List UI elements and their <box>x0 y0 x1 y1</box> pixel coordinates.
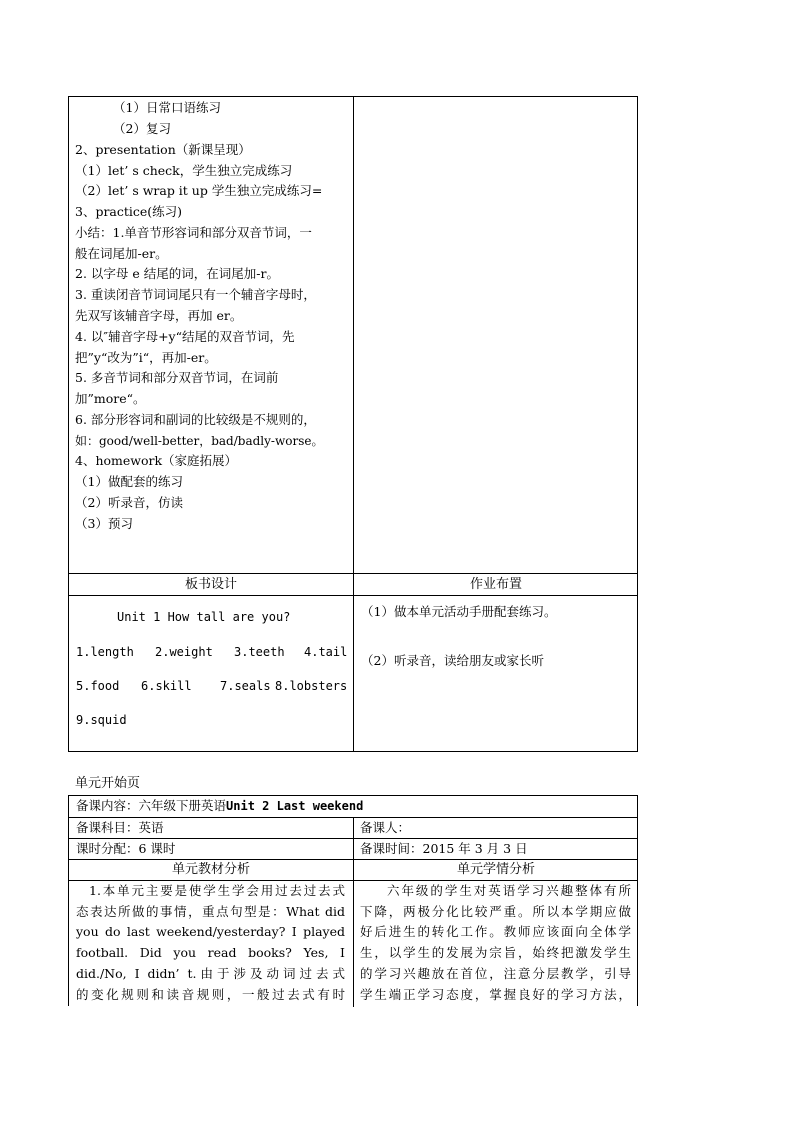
board-word: 4.tail <box>304 645 348 659</box>
student-analysis-line: 下降，两极分化比较严重。所以本学期应做 <box>360 904 631 919</box>
procedure-line: 3、practice(练习) <box>75 204 183 219</box>
row-divider <box>69 595 637 596</box>
lesson-plan-table <box>68 96 638 752</box>
homework-header: 作业布置 <box>469 577 522 592</box>
homework-item: （1）做本单元活动手册配套练习。 <box>361 604 557 619</box>
procedure-line: 5. 多音节词和部分双音节词，在词前 <box>75 370 279 385</box>
content-value-cn: 六年级下册英语 <box>138 798 227 813</box>
procedure-line: 先双写该辅音字母，再加 er。 <box>75 308 243 323</box>
procedure-line: 小结：1.单音节形容词和部分双音节词，一 <box>75 225 312 240</box>
procedure-line: 6. 部分形容词和副词的比较级是不规则的， <box>75 412 316 427</box>
content-label <box>76 798 363 814</box>
textbook-analysis-line: football. Did you read books? Yes, I <box>76 945 345 960</box>
section-title: 单元开始页 <box>75 776 141 791</box>
column-divider <box>353 817 354 1007</box>
board-word: 7.seals <box>220 679 271 693</box>
board-word: 3.teeth <box>234 645 285 659</box>
textbook-analysis-line: 的变化规则和读音规则，一般过去式有时 <box>76 987 345 1002</box>
procedure-line: 如：good/well-better，bad/badly-worse。 <box>75 434 324 448</box>
content-label-text: 备课内容： <box>76 798 139 813</box>
procedure-line: 4. 以″辅音字母+y“结尾的双音节词，先 <box>75 329 295 344</box>
board-word: 5.food <box>76 679 120 693</box>
procedure-line: 2. 以字母 e 结尾的词，在词尾加-r。 <box>75 266 279 281</box>
homework-item: （2）听录音，读给朋友或家长听 <box>361 653 544 668</box>
board-word: 8.lobsters <box>275 679 348 693</box>
board-word: 2.weight <box>155 645 213 659</box>
content-value-en: Unit 2 Last weekend <box>226 799 364 813</box>
row-divider <box>69 573 637 574</box>
board-word: 1.length <box>76 645 134 659</box>
date-cell: 备课时间：2015 年 3 月 3 日 <box>360 841 528 856</box>
textbook-analysis-line: did./No, I didn’ t.由于涉及动词过去式 <box>76 966 345 981</box>
procedure-line: 2、presentation（新课呈现） <box>75 142 251 157</box>
student-analysis-line: 的学习兴趣放在首位，注意分层教学，引导 <box>360 966 631 981</box>
procedure-line: （1）日常口语练习 <box>113 100 221 115</box>
column-divider <box>353 97 354 751</box>
procedure-line: （2）复习 <box>113 121 171 136</box>
procedure-line: 加”more“。 <box>75 391 146 406</box>
board-word: 6.skill <box>141 679 192 693</box>
procedure-line: 3. 重读闭音节词词尾只有一个辅音字母时， <box>75 287 316 302</box>
student-analysis-line: 六年级的学生对英语学习兴趣整体有所 <box>387 883 631 898</box>
textbook-analysis-line: you do last weekend/yesterday? I played <box>76 924 345 939</box>
procedure-line: （2）听录音，仿读 <box>75 495 183 510</box>
teacher-cell: 备课人： <box>360 820 411 835</box>
procedure-line: （1）做配套的练习 <box>75 474 183 489</box>
textbook-analysis-header: 单元教材分析 <box>171 862 250 877</box>
student-analysis-line: 生，以学生的发展为宗旨，始终把激发学生 <box>360 945 631 960</box>
procedure-line: （2）let’ s wrap it up 学生独立完成练习= <box>75 183 323 198</box>
subject-cell: 备课科目：英语 <box>76 820 164 835</box>
student-analysis-line: 好后进生的转化工作。教师应该面向全体学 <box>360 924 631 939</box>
board-design-header: 板书设计 <box>184 577 237 592</box>
procedure-line: 般在词尾加-er。 <box>75 246 168 261</box>
textbook-analysis-line: 态表达所做的事情，重点句型是：What did <box>76 904 345 919</box>
procedure-line: 把”y“改为”i“，再加-er。 <box>75 350 217 365</box>
board-word: 9.squid <box>76 713 127 727</box>
procedure-line: 4、homework（家庭拓展） <box>75 453 238 468</box>
board-title: Unit 1 How tall are you? <box>117 610 291 624</box>
unit-start-table <box>68 795 638 1006</box>
student-analysis-line: 学生端正学习态度，掌握良好的学习方法， <box>360 987 631 1002</box>
hours-cell: 课时分配：6 课时 <box>76 841 176 856</box>
procedure-line: （1）let’ s check，学生独立完成练习 <box>75 163 293 178</box>
procedure-line: （3）预习 <box>75 516 133 531</box>
textbook-analysis-line: 1.本单元主要是使学生学会用过去过去式 <box>89 883 345 898</box>
student-analysis-header: 单元学情分析 <box>456 862 535 877</box>
